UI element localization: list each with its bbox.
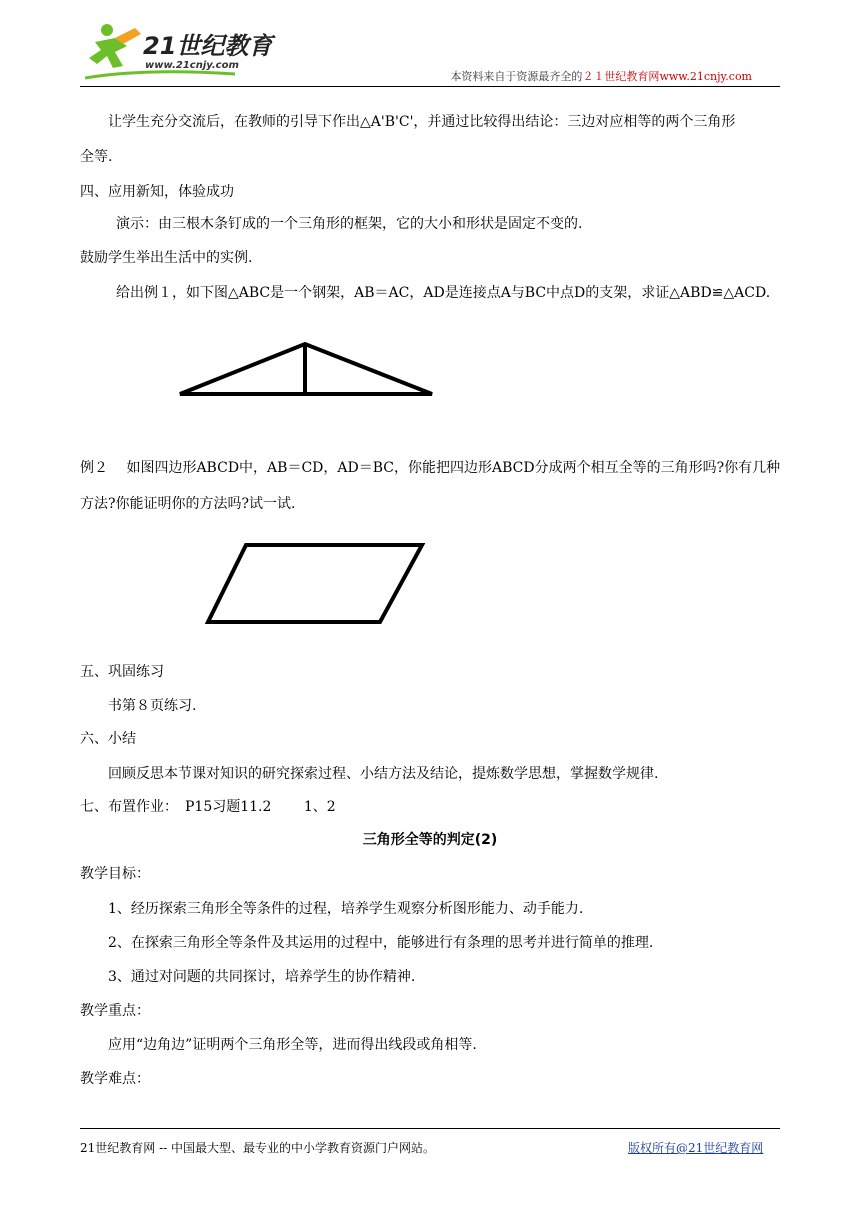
paragraph-example-2: 例２ 如图四边形ABCD中，AB＝CD，AD＝BC，你能把四边形ABCD分成两个相互全等的三角形吗?你有几种	[80, 460, 781, 476]
source-highlight[interactable]: ２１世纪教育网	[582, 70, 660, 83]
goal-2: 2、在探索三角形全等条件及其运用的过程中，能够进行有条理的思考并进行简单的推理.	[108, 935, 654, 951]
truss-triangle-figure	[170, 334, 440, 404]
goal-3: 3、通过对问题的共同探讨，培养学生的协作精神.	[108, 969, 416, 985]
page-header	[0, 0, 860, 90]
goal-1: 1、经历探索三角形全等条件的过程，培养学生观察分析图形能力、动手能力.	[108, 901, 584, 917]
footer-copyright-link[interactable]: 版权所有@21世纪教育网	[628, 1141, 764, 1155]
header-source	[450, 68, 752, 84]
footer-divider	[80, 1128, 780, 1129]
footer-text: 21世纪教育网 -- 中国最大型、最专业的中小学教育资源门户网站。	[80, 1141, 436, 1155]
key-points-heading: 教学重点：	[80, 1003, 150, 1019]
source-prefix: 本资料来自于资源最齐全的	[450, 70, 583, 83]
heading-section-6: 六、小结	[80, 731, 136, 747]
heading-section-5: 五、巩固练习	[80, 664, 164, 680]
paragraph-examples: 鼓励学生举出生活中的实例.	[80, 250, 253, 266]
paragraph-practice: 书第８页练习.	[108, 698, 197, 714]
heading-section-7: 七、布置作业： P15习题11.2 1、2	[80, 799, 336, 815]
paragraph-conclusion-cont: 全等.	[80, 149, 113, 165]
paragraph-conclusion: 让学生充分交流后，在教师的引导下作出△A'B'C'，并通过比较得出结论：三边对应相等的两个三角形	[108, 114, 736, 130]
difficulties-heading: 教学难点：	[80, 1071, 150, 1087]
logo-url: www.21cnjy.com	[145, 60, 239, 71]
paragraph-demo: 演示：由三根木条钉成的一个三角形的框架，它的大小和形状是固定不变的.	[116, 216, 583, 232]
paragraph-example-2-cont: 方法?你能证明你的方法吗?试一试.	[80, 496, 296, 512]
goals-heading: 教学目标：	[80, 866, 150, 882]
paragraph-summary: 回顾反思本节课对知识的研究探索过程、小结方法及结论，提炼数学思想，掌握数学规律.	[108, 766, 659, 782]
section-title: 三角形全等的判定(2)	[362, 832, 498, 848]
logo-text: 21世纪教育	[143, 32, 273, 60]
heading-section-4: 四、应用新知，体验成功	[80, 184, 234, 200]
source-url[interactable]: www.21cnjy.com	[659, 70, 752, 83]
parallelogram-figure	[200, 538, 432, 630]
header-divider	[80, 86, 780, 87]
paragraph-example-1: 给出例１，如下图△ABC是一个钢架，AB＝AC，AD是连接点A与BC中点D的支架，求证△ABD≌△ACD.	[116, 285, 771, 301]
key-points-text: 应用“边角边”证明两个三角形全等，进而得出线段或角相等.	[108, 1037, 477, 1053]
site-logo	[85, 22, 285, 84]
